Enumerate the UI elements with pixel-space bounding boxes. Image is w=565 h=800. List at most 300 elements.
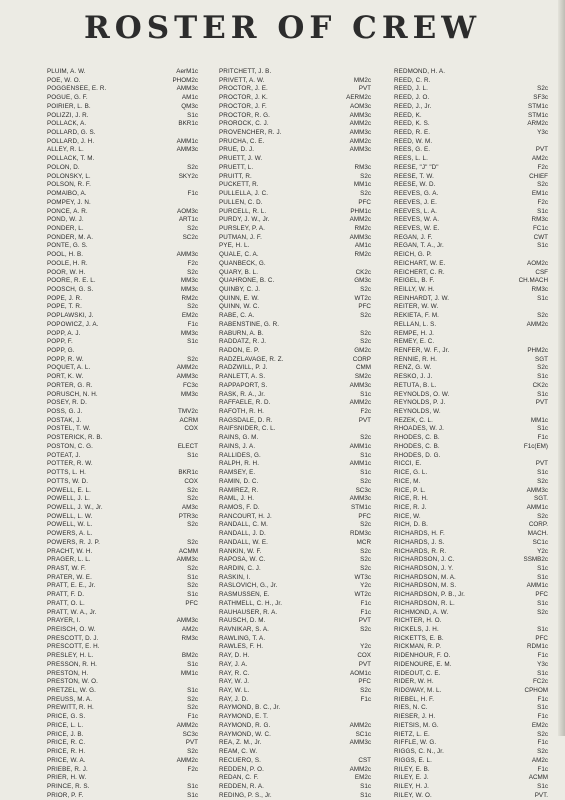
roster-entry [394,321,548,330]
crew-rating: RDM3c [350,530,371,538]
crew-name: REA, Z. M., Jr. [219,739,262,747]
roster-entry [219,138,371,147]
roster-entry [47,103,198,112]
crew-name: POOSCH, G. S. [47,285,94,293]
crew-rating: S1c [537,704,548,712]
roster-entry [219,574,371,583]
roster-entry [219,670,371,679]
crew-name: PONTE, G. S. [47,242,88,250]
crew-name: RANKIN, W. F. [219,547,262,555]
roster-entry [394,460,548,469]
crew-rating: S1c [537,390,548,398]
crew-name: QUINBY, C. J. [219,285,261,293]
roster-entry [47,574,198,583]
roster-entry [47,129,198,138]
crew-name: PONCE, A. R. [47,207,88,215]
roster-entry [394,600,548,609]
crew-name: RHODES, C. B. [394,434,440,442]
roster-entry [47,208,198,217]
crew-name: RAIFSNIDER, C. L. [219,425,276,433]
crew-name: RADON, E. P. [219,347,260,354]
crew-name: POWELL, W. L. [47,521,93,529]
crew-name: PREWITT, R. H. [47,704,94,712]
crew-rating: S2c [187,495,198,503]
crew-name: RIETSIS, M. G. [394,721,439,729]
roster-entry [394,277,548,286]
crew-rating: PVT [358,85,371,93]
roster-entry [394,356,548,365]
roster-entry [47,260,198,269]
roster-entry [394,417,548,426]
crew-name: RICHARDSON, P. B., Jr. [394,591,466,599]
roster-entry [394,574,548,583]
roster-entry [394,617,548,626]
roster-entry [47,460,198,469]
crew-name: RICHARDS, H. F. [394,530,445,538]
crew-rating: AMM2c [349,216,371,224]
crew-rating: F2c [537,163,548,171]
roster-entry [394,766,548,775]
crew-rating: SC2c [182,233,198,241]
crew-name: RENFER, W. F., Jr. [394,347,450,354]
roster-entry [219,731,371,740]
roster-entry [394,164,548,173]
crew-name: POTTS, L. H. [47,469,86,477]
crew-rating: AMM1c [349,442,371,450]
crew-rating: AOM2c [527,259,548,267]
crew-name: POLIZZI, J. R. [47,111,89,119]
crew-name: POMAIBO, A. [47,190,87,198]
roster-entry [394,713,548,722]
crew-name: POLLACK, A. [47,120,87,128]
roster-entry [219,155,371,164]
crew-name: REED, K. [394,111,422,119]
roster-entry [394,652,548,661]
crew-rating: AM2c [531,155,548,163]
crew-name: POMPEY, J. N. [47,198,91,206]
roster-entry [47,120,198,129]
roster-entry [47,286,198,295]
crew-name: REED, C. R. [394,76,431,84]
crew-rating: PVT [535,399,548,407]
crew-rating: SC1c [532,538,548,546]
crew-rating: AOM3c [350,102,371,110]
crew-name: POSTAK, J. [47,416,82,424]
roster-entry [47,609,198,618]
crew-name: POWELL, E. L. [47,486,91,494]
roster-entry [47,155,198,164]
crew-rating: MM1c [180,669,198,677]
crew-rating: CST [358,756,371,764]
crew-rating: F1c [187,190,198,198]
crew-rating: S2c [187,695,198,703]
crew-name: POOLE, H. R. [47,259,88,267]
crew-name: POLONSKY, L. [47,172,91,180]
crew-name: RAINS, G. M. [219,434,259,442]
crew-name: RAMIREZ, R. [219,486,259,494]
roster-entry [47,713,198,722]
crew-name: PRATT, W. A., Jr. [47,608,97,616]
crew-rating: EM2c [181,312,198,320]
roster-entry [394,469,548,478]
crew-rating: AMM1c [176,137,198,145]
crew-name: REYNOLDS, W. [394,408,441,416]
roster-entry [47,643,198,652]
crew-name: PROCTOR, J. E. [219,85,268,93]
crew-rating: S2c [360,521,371,529]
roster-entry [394,643,548,652]
crew-rating [545,138,548,147]
crew-name: RILEY, E. J. [394,774,429,782]
roster-entry [219,600,371,609]
roster-entry [219,626,371,635]
crew-rating: AMM3c [349,381,371,389]
crew-rating: STM1c [351,503,371,511]
crew-name: POWELL, J. L. [47,495,90,503]
crew-name: POSEY, R. D. [47,399,87,407]
crew-name: RECUERO, S. [219,756,262,764]
crew-name: RICE, G. L. [394,469,428,477]
crew-name: RASK, R. A., Jr. [219,390,266,398]
roster-entry [219,85,371,94]
crew-name: RAGSDALE, D. R. [219,416,273,424]
roster-entry [219,696,371,705]
crew-name: POPE, J. R. [47,294,83,302]
crew-rating [195,242,198,251]
roster-entry [394,68,548,77]
crew-name: POWERS, A. L. [47,530,93,538]
crew-rating: MM2c [353,76,371,84]
roster-entry [47,635,198,644]
crew-rating: S1c [187,338,198,346]
crew-rating: RDM1c [527,643,548,651]
crew-name: PUTMAN, J. F. [219,233,262,241]
roster-entry [219,504,371,513]
crew-name: RAPOSA, W. C. [219,556,266,564]
roster-entry [394,792,548,800]
roster-entry [219,373,371,382]
roster-entry [394,739,548,748]
roster-entry [394,443,548,452]
crew-rating: ACMM [528,774,548,782]
crew-rating [195,155,198,164]
crew-rating: S2c [537,312,548,320]
crew-name: PONDER, M. A. [47,233,94,241]
crew-rating: CORP. [528,521,548,529]
crew-rating [195,399,198,408]
crew-name: RANLETT, A. S. [219,373,266,381]
crew-name: RIDENOURE, E. M. [394,660,452,668]
roster-entry [47,495,198,504]
crew-rating: PFC [535,591,548,599]
roster-entry [47,164,198,173]
crew-name: REEVES, J. E. [394,198,437,206]
crew-name: REDDEN, R. A. [219,782,265,790]
crew-name: PLUIM, A. W. [47,68,86,75]
crew-rating: AM1c [354,242,371,250]
crew-rating: CH.MACH [518,277,548,285]
crew-rating: PHM1c [350,207,371,215]
roster-entry [219,748,371,757]
crew-name: REZEK, C. L. [394,416,433,424]
crew-rating: S2c [360,687,371,695]
roster-entry [394,190,548,199]
crew-rating: AERM2c [346,94,371,102]
roster-entry [394,373,548,382]
roster-entry [219,181,371,190]
crew-rating: RM3c [354,163,371,171]
crew-name: PRINCE, R. S. [47,782,90,790]
crew-rating: F1c [360,599,371,607]
crew-rating: STM1c [528,102,548,110]
crew-rating: AMM3c [176,617,198,625]
crew-rating: CK2c [355,268,371,276]
crew-name: RIFFLE, W. G. [394,739,437,747]
crew-rating [195,460,198,469]
roster-entry [219,452,371,461]
roster-entry [47,181,198,190]
roster-entry [394,521,548,530]
crew-rating: AMM3c [349,111,371,119]
crew-name: RIGGS, C. N., Jr. [394,748,444,756]
roster-entry [394,181,548,190]
crew-rating: F1c [537,739,548,747]
crew-name: POPOWICZ, J. A. [47,320,99,328]
roster-entry [219,251,371,260]
crew-rating: SC1c [355,730,371,738]
crew-rating: S2c [360,312,371,320]
roster-entry [219,338,371,347]
crew-rating: S1c [187,591,198,599]
crew-rating [545,303,548,312]
crew-name: PRICE, L. L. [47,721,84,729]
crew-name: PROCTOR, J. F. [219,102,267,110]
roster-entry [219,469,371,478]
crew-name: REICHART, W. E. [394,259,446,267]
crew-name: RAPPAPORT, S. [219,381,268,389]
roster-entry [219,766,371,775]
crew-name: REDAN, C. F. [219,774,259,782]
roster-entry [47,85,198,94]
crew-name: PURCELL, R. L. [219,207,267,215]
crew-name: RAFOTH, R. H. [219,408,265,416]
crew-rating [368,321,371,330]
roster-entry [394,94,548,103]
roster-entry [394,347,548,356]
crew-name: PRIER, H. W. [47,774,87,782]
crew-name: RICE, P. L. [394,486,426,494]
crew-name: PONDER, L. [47,224,84,232]
crew-name: PRUETT, L. [219,163,254,171]
crew-rating: S2c [360,564,371,572]
crew-name: RICE, W. [394,512,421,520]
roster-entry [219,269,371,278]
crew-rating: S2c [360,477,371,485]
crew-name: POWERS, R. J. P. [47,538,100,546]
crew-name: POTEAT, J. [47,451,81,459]
crew-name: PRESSON, R. H. [47,660,98,668]
crew-name: POORE, R. E. L. [47,277,96,285]
roster-entry [219,661,371,670]
roster-entry [219,548,371,557]
crew-rating: S2c [187,224,198,232]
roster-entry [47,269,198,278]
roster-entry [47,391,198,400]
roster-entry [219,330,371,339]
crew-name: POLLARD, G. S. [47,129,96,137]
crew-rating: CPHOM [524,687,548,695]
crew-name: POLLARD, J. H. [47,137,95,145]
roster-entry [394,120,548,129]
crew-rating: AMM3c [176,251,198,259]
crew-rating: AMM3c [349,739,371,747]
crew-rating: S2c [187,486,198,494]
roster-entry [394,495,548,504]
roster-entry [47,591,198,600]
crew-rating: AMM3c [349,233,371,241]
crew-rating: S2c [537,364,548,372]
crew-rating: GM3c [354,277,371,285]
crew-name: RICE, M. [394,477,421,485]
roster-entry [219,460,371,469]
roster-entry [394,364,548,373]
roster-entry [219,295,371,304]
crew-rating: SGT [535,355,548,363]
crew-rating: RM3c [531,216,548,224]
crew-rating: AMM3c [526,486,548,494]
crew-name: RAUHAUSER, R. A. [219,608,278,616]
crew-rating [195,181,198,190]
crew-name: POPLAWSKI, J. [47,312,94,320]
roster-entry [219,609,371,618]
crew-rating [195,129,198,138]
crew-name: REGAN, T. A., Jr. [394,242,444,250]
crew-rating: AM3c [181,503,198,511]
roster-entry [394,225,548,234]
crew-name: REEVES, L. A. [394,207,437,215]
crew-rating: S2c [187,268,198,276]
roster-entry [47,199,198,208]
crew-rating: MM3c [180,329,198,337]
roster-entry [219,478,371,487]
crew-name: PRUE, D. J. [219,146,255,154]
crew-rating: S2c [537,748,548,756]
roster-entry [47,443,198,452]
roster-entry [47,425,198,434]
crew-name: REESE, T. W. [394,172,434,180]
roster-entry [219,216,371,225]
crew-rating: S1c [537,626,548,633]
roster-entry [219,68,371,77]
crew-rating [195,774,198,783]
crew-rating: TMV2c [178,408,198,416]
crew-rating [195,643,198,652]
crew-name: PRICE, J. B. [47,730,84,738]
crew-rating: WT3c [354,573,371,581]
crew-name: PRITCHETT, J. B. [219,68,272,75]
crew-rating: S1c [187,573,198,581]
crew-rating: ARM2c [527,120,548,128]
crew-name: RICH, D. B. [394,521,428,529]
roster-entry [219,120,371,129]
crew-rating: PHM2c [527,347,548,354]
crew-rating [368,68,371,77]
roster-entry [219,652,371,661]
crew-name: POTTS, W. D. [47,477,89,485]
crew-name: PRETZEL, W. G. [47,687,96,695]
roster-entry [394,704,548,713]
roster-entry [47,452,198,461]
crew-rating: PFC [185,599,198,607]
crew-rating: COX [184,425,198,433]
crew-name: RAFFAELE, R. D. [219,399,271,407]
crew-rating: S2c [360,329,371,337]
roster-entry [47,408,198,417]
roster-entry [394,338,548,347]
roster-entry [219,391,371,400]
roster-entry [219,713,371,722]
roster-entry [219,565,371,574]
crew-name: REDMOND, H. A. [394,68,446,75]
crew-rating: SGT. [534,495,548,503]
crew-rating: Y2c [360,582,371,590]
roster-entry [219,582,371,591]
crew-name: POGGENSEE, E. R. [47,85,107,93]
crew-name: RABE, C. A. [219,312,255,320]
roster-entry [219,513,371,522]
roster-entry [394,687,548,696]
crew-rating: Y2c [537,547,548,555]
crew-rating: F1c [187,320,198,328]
crew-rating: FC1c [532,224,548,232]
crew-rating: PFC [358,198,371,206]
crew-name: RHODES, D. G. [394,451,441,459]
crew-name: RAMIN, D. C. [219,477,259,485]
crew-name: REED, J. O. [394,94,430,102]
crew-rating: AMM2c [349,721,371,729]
crew-name: REDDEN, P. O. [219,765,264,773]
crew-name: QUAHRONE, B. C. [219,277,275,285]
crew-rating: F1c [537,434,548,442]
crew-name: REKIETA, F. M. [394,312,440,320]
crew-rating: AOM1c [350,669,371,677]
crew-name: REESE, "J" "D" [394,163,439,171]
roster-entry [219,704,371,713]
crew-name: POND, W. J. [47,216,84,224]
roster-entry [47,704,198,713]
crew-name: RIDENHOUR, F. O. [394,652,451,660]
crew-rating: F2c [187,259,198,267]
crew-name: POOL, H. B. [47,251,84,259]
crew-rating: S2c [187,582,198,590]
crew-name: RAY, J. A. [219,660,248,668]
crew-name: PULLEN, C. D. [219,198,263,206]
crew-name: PROCTOR, R. G. [219,111,270,119]
crew-rating: AMM2c [349,765,371,773]
crew-name: PRICE, G. S. [47,713,86,721]
crew-rating [368,425,371,434]
roster-entry [47,617,198,626]
crew-rating: S2c [187,521,198,529]
crew-rating: S2c [537,85,548,93]
crew-rating: STM1c [528,111,548,119]
crew-name: POSTON, C. G. [47,442,93,450]
roster-entry [47,321,198,330]
crew-name: REYNOLDS, O. W. [394,390,450,398]
crew-rating: AMM2c [176,756,198,764]
crew-name: RAWLES, F. H. [219,643,264,651]
roster-entry [394,504,548,513]
